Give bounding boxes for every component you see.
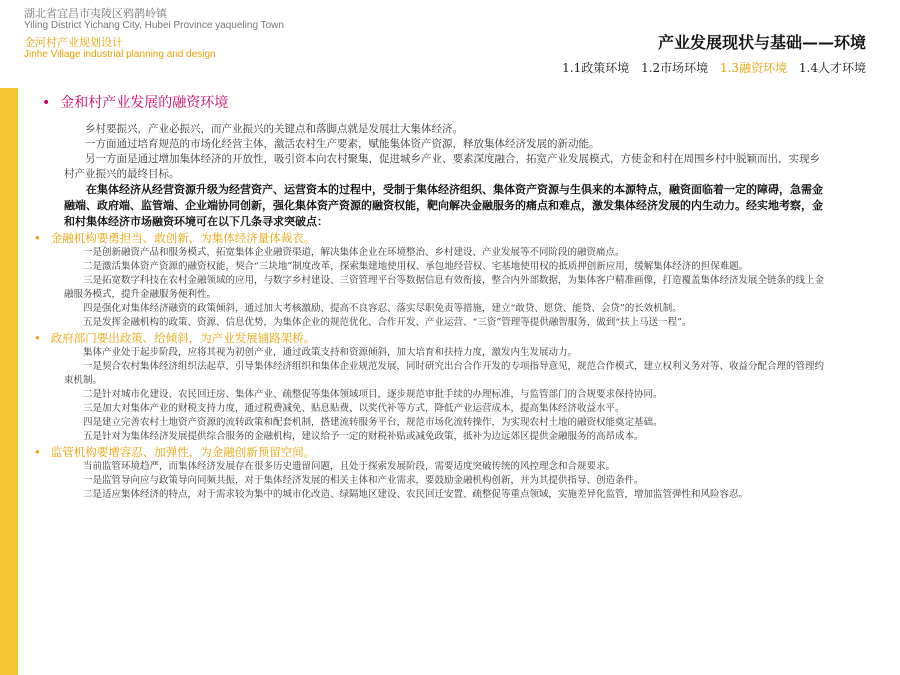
- section-tabs: [554, 59, 866, 76]
- left-accent-bar: [0, 88, 18, 675]
- list-item: 一是契合农村集体经济组织法起草，引导集体经济组织和集体企业规范发展，同时研究出台合作开发的专项指导意见，规范合作模式，建立权利义务对等、收益分配合理的管理约束机制。: [64, 361, 825, 386]
- subsection-government: [34, 330, 824, 444]
- subsection-title: [34, 330, 824, 346]
- bullet-icon: •: [34, 445, 41, 459]
- page-header: [554, 30, 866, 76]
- list-item: 四是强化对集体经济融资的政策倾斜，通过加大考核激励、提高不良容忍、落实尽职免责等措施，建立“敢贷、愿贷、能贷、会贷”的长效机制。: [83, 303, 682, 314]
- list-item: 三是拓宽数字科技在农村金融领域的应用，与数字乡村建设、三资管理平台等数据信息有效衔接，整合内外部数据，为集体客户精准画像，打造覆盖集体经济发展全链条的线上金融服务模式，提升金融服务便利性。: [64, 275, 825, 300]
- section-title-text: 金和村产业发展的融资环境: [60, 95, 229, 111]
- list-item: 五是针对为集体经济发展提供综合服务的金融机构，建议给予一定的财税补贴或减免政策，抵补为边远郊区提供金融服务的高昂成本。: [83, 431, 644, 442]
- project-name-en: Jinhe Village industrial planning and design: [24, 49, 216, 61]
- list-item: 二是针对城市化建设、农民回迁房、集体产业、疏整促等集体领域项目，逐步规范审批手续的办理标准，与监管部门的合规要求保持协同。: [83, 389, 663, 400]
- list-item: 二是适应集体经济的特点，对于需求较为集中的城市化改造、绿隔地区建设、农民回迁安置、疏整促等重点领域，实施差异化监管，增加监管弹性和风险容忍。: [83, 489, 749, 500]
- intro-block: [34, 122, 824, 182]
- list-item: 五是发挥金融机构的政策、资源、信息优势，为集体企业的规范优化、合作开发、产业运营、“三资”管理等提供融智服务，做到“扶上马送一程”。: [83, 317, 692, 328]
- intro-paragraph: 乡村要振兴，产业必振兴，而产业振兴的关键点和落脚点就是发展壮大集体经济。: [85, 123, 463, 135]
- list-item: 二是激活集体资产资源的融资权能，契合“三块地”制度改革，探索集建地使用权、承包地经营权、宅基地使用权的抵质押创新应用，缓解集体经济的担保难题。: [83, 261, 749, 272]
- list-item: 当前监管环境趋严，而集体经济发展存在很多历史遗留问题，且处于探索发展阶段，需要适度突破传统的风控理念和合规要求。: [83, 461, 616, 472]
- subsection-finance: [34, 230, 824, 330]
- bullet-icon: •: [34, 231, 41, 245]
- subsection-title: [34, 230, 824, 246]
- tab-policy[interactable]: 1.1政策环境: [562, 61, 630, 75]
- subsection-title-text: 金融机构要勇担当、敢创新，为集体经济量体裁衣。: [50, 231, 316, 245]
- bullet-icon: •: [42, 95, 51, 111]
- page-title: 产业发展现状与基础——环境: [657, 33, 866, 52]
- tab-financing[interactable]: 1.3融资环境: [719, 61, 788, 75]
- project-name-cn: 金河村产业规划设计: [24, 36, 123, 50]
- location-en: Yiling District Yichang City, Hubei Province yaqueling Town: [24, 20, 284, 32]
- project-header: [24, 8, 284, 60]
- list-item: 四是建立完善农村土地资产资源的流转政策和配套机制，搭建流转服务平台，规范市场化流转操作，为实现农村土地的融资权能奠定基础。: [83, 417, 663, 428]
- list-item: 集体产业处于起步阶段，应将其视为初创产业，通过政策支持和资源倾斜，加大培育和扶持力度，激发内生发展动力。: [83, 347, 578, 358]
- bullet-icon: •: [34, 331, 41, 345]
- list-item: 一是创新融资产品和服务模式，拓宽集体企业融资渠道，解决集体企业在环境整治、乡村建设、产业发展等不同阶段的融资痛点。: [83, 247, 625, 258]
- subsection-title-text: 监管机构要增容忍、加弹性，为金融创新预留空间。: [50, 445, 316, 459]
- section-heading: [34, 94, 824, 112]
- tab-talent[interactable]: 1.4人才环境: [798, 61, 866, 75]
- list-item: 一是监管导向应与政策导向同频共振，对于集体经济发展的相关主体和产业需求，要鼓励金融机构创新，并为其提供指导、创造条件。: [83, 475, 644, 486]
- intro-paragraph: 另一方面是通过增加集体经济的开放性，吸引资本向农村聚集，促进城乡产业、要素深度融合，拓宽产业发展模式，方使金和村在周围乡村中脱颖而出，实现乡村产业振兴的最终目标。: [64, 153, 820, 180]
- list-item: 三是加大对集体产业的财税支持力度，通过税费减免、贴息贴费、以奖代补等方式，降低产业运营成本，提高集体经济收益水平。: [83, 403, 625, 414]
- intro-paragraph: 一方面通过培育规范的市场化经营主体，激活农村生产要素，赋能集体资产资源，释放集体经济发展的新动能。: [85, 138, 600, 150]
- subsection-title: [34, 444, 824, 460]
- location-cn: 湖北省宜昌市夷陵区鸦鹊岭镇: [24, 7, 167, 20]
- subsection-title-text: 政府部门要出政策、给倾斜，为产业发展铺路架桥。: [50, 331, 316, 345]
- key-paragraph: 在集体经济从经营资源升级为经营资产、运营资本的过程中，受制于集体经济组织、集体资产资源与生俱来的本源特点，融资面临着一定的障碍，急需金融端、政府端、监管端、企业端协同创新，强化集体资产资源的融资权能，靶向解决金融服务的痛点和难点，激发集体经济发展的内生动力。经实地考察，金和村集体经济市场融资环境可在以下几条寻求突破点：: [64, 183, 823, 228]
- subsection-regulator: [34, 444, 824, 502]
- tab-market[interactable]: 1.2市场环境: [641, 61, 709, 75]
- main-content: [34, 94, 824, 502]
